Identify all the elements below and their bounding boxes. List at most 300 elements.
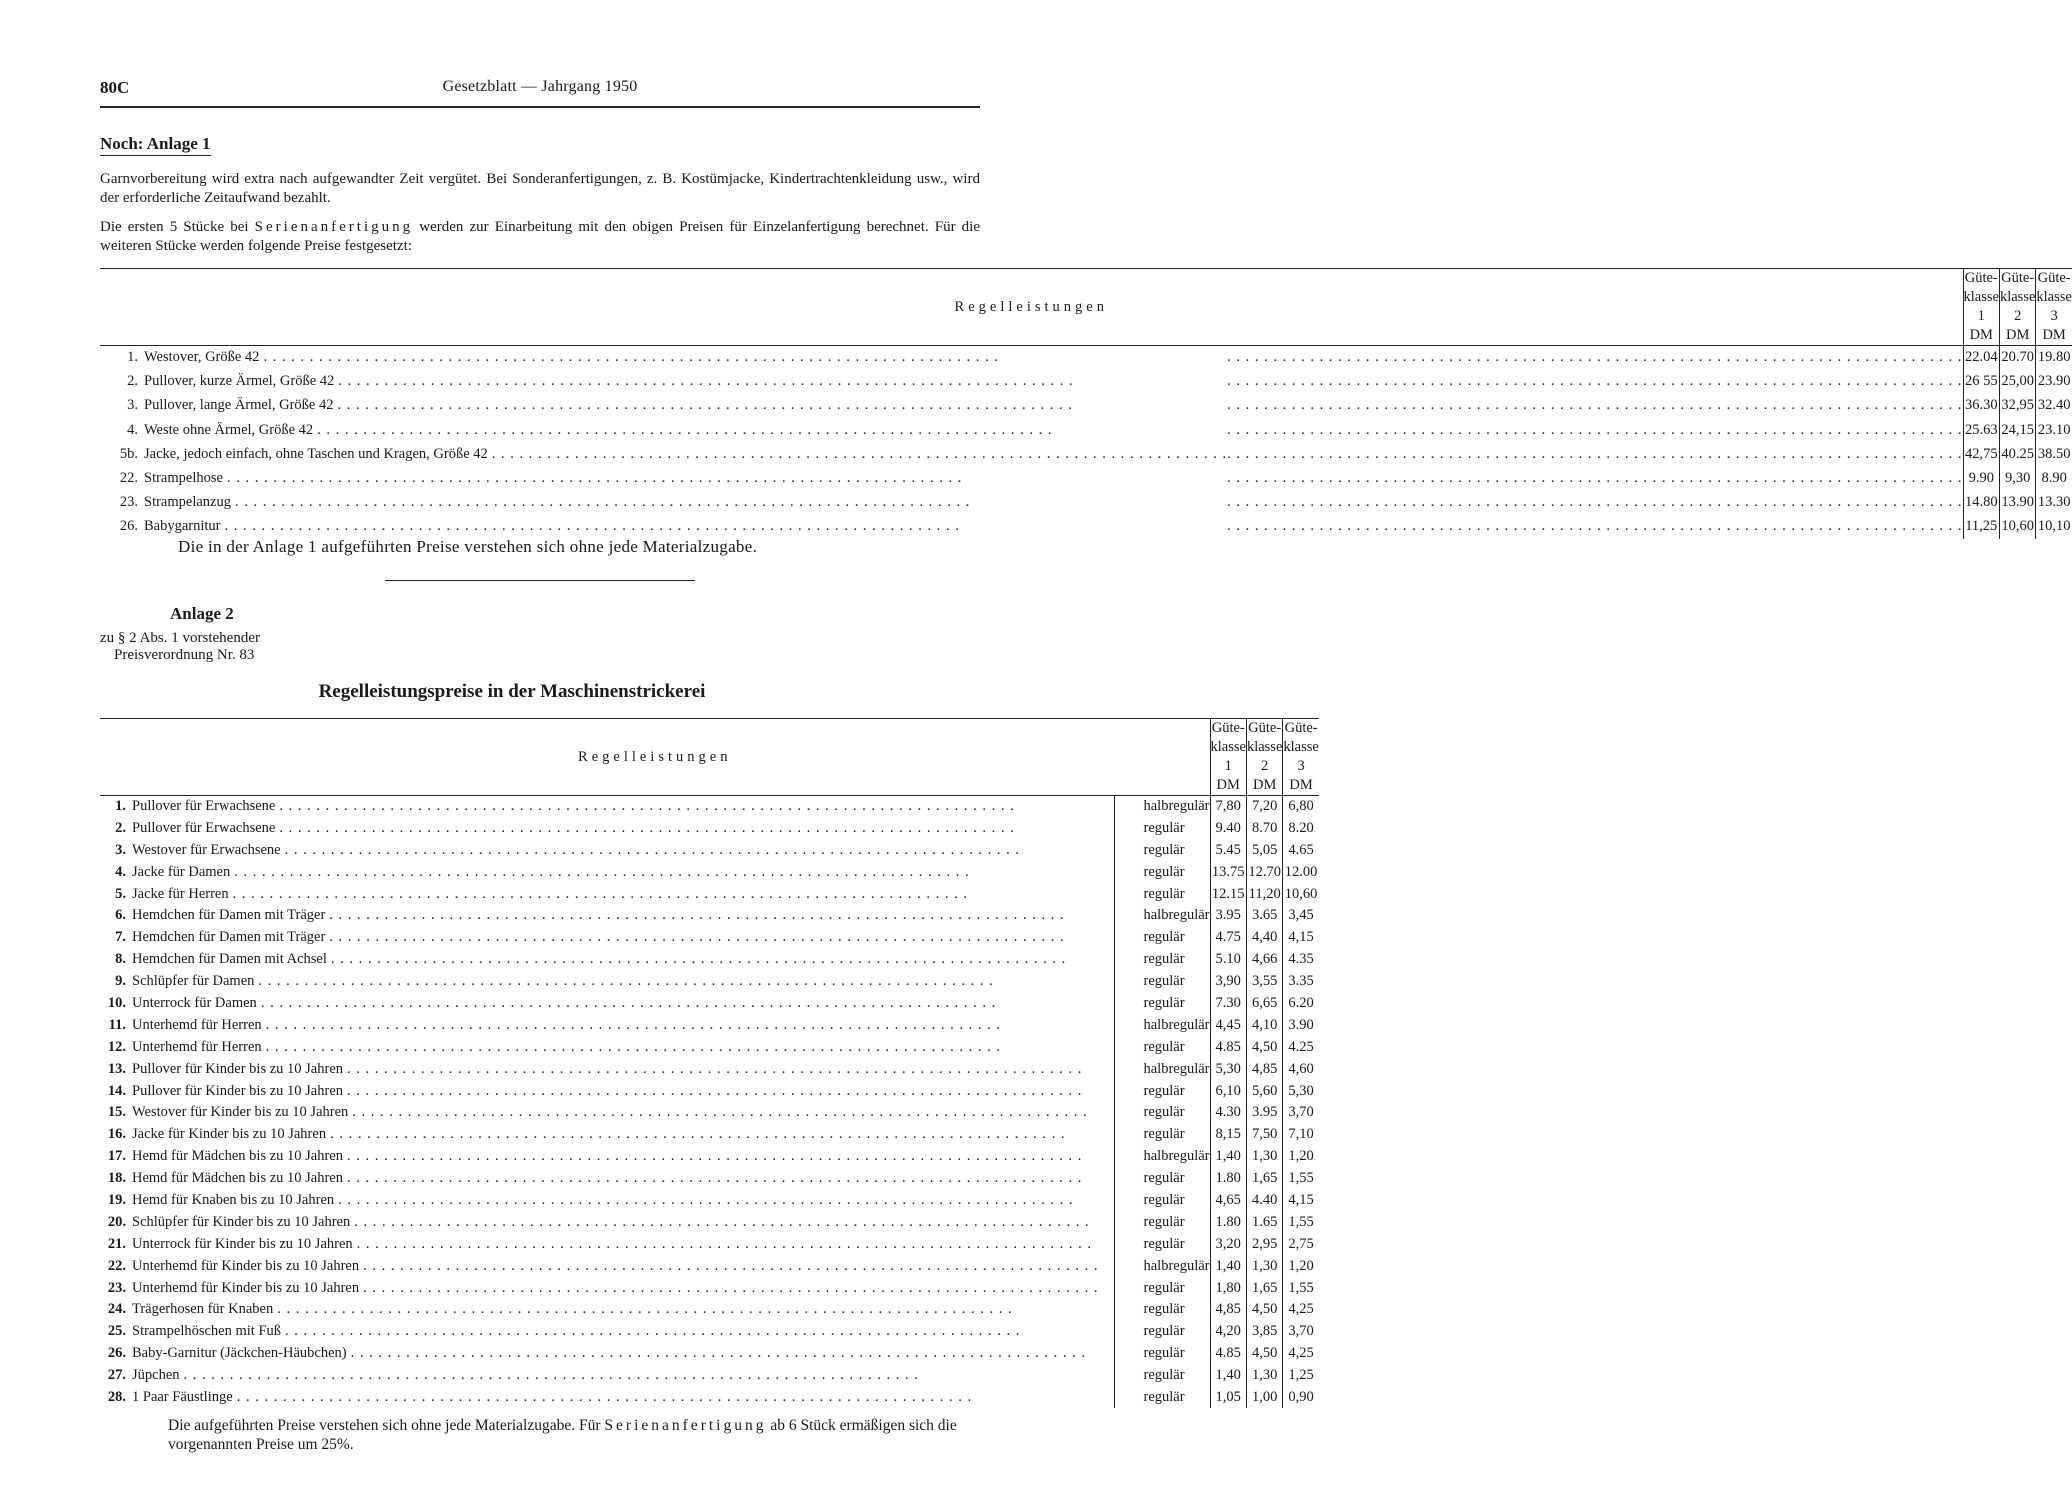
price-g3: 4,15: [1283, 927, 1319, 949]
price-g1: 4.85: [1210, 1343, 1246, 1365]
price-g1: 5.45: [1210, 839, 1246, 861]
row-text: Schlüpfer für Kinder bis zu 10 Jahren: [132, 1213, 351, 1230]
table-row: [100, 905, 1319, 927]
table-row: [100, 1036, 1319, 1058]
row-description: [100, 796, 1115, 818]
row-description: [100, 515, 1963, 539]
table1-header-grade-3: Güte- klasse 3 DM: [2036, 269, 2072, 346]
price-g3: 5,30: [1283, 1080, 1319, 1102]
price-g2: 5,05: [1246, 839, 1282, 861]
row-number: 6.: [115, 907, 126, 924]
row-description: [100, 927, 1115, 949]
price-g3: 8.20: [1283, 817, 1319, 839]
row-number: 15.: [107, 1104, 126, 1121]
table-row: [100, 1277, 1319, 1299]
price-g1: 5.10: [1210, 949, 1246, 971]
row-description: [100, 993, 1115, 1015]
row-text: Pullover für Kinder bis zu 10 Jahren: [132, 1082, 344, 1099]
table-row: [100, 1168, 1319, 1190]
anlage1-paragraph-2: [100, 218, 980, 256]
price-g2: 4,40: [1246, 927, 1282, 949]
row-number: 5b.: [119, 445, 138, 462]
row-text: 1 Paar Fäustlinge: [132, 1388, 233, 1405]
price-g3: 23.90: [2036, 370, 2072, 394]
price-g1: 1,40: [1210, 1255, 1246, 1277]
table-row: [100, 466, 2072, 490]
price-g2: 1,30: [1246, 1365, 1282, 1387]
price-g1: 4.30: [1210, 1102, 1246, 1124]
row-description: [100, 1211, 1115, 1233]
row-number: 19.: [107, 1191, 126, 1208]
row-text: Jüpchen: [132, 1367, 180, 1384]
table-row: [100, 1299, 1319, 1321]
price-g2: 7,20: [1246, 796, 1282, 818]
table-row: [100, 1058, 1319, 1080]
price-g1: 1,40: [1210, 1365, 1246, 1387]
row-text: Jacke, jedoch einfach, ohne Taschen und Kragen, Größe 42: [144, 446, 492, 463]
row-description: [100, 971, 1115, 993]
row-type: regulär: [1115, 883, 1210, 905]
table-row: [100, 370, 2072, 394]
row-number: 7.: [115, 929, 126, 946]
price-g2: 12.70: [1246, 861, 1282, 883]
row-type: regulär: [1115, 1168, 1210, 1190]
price-g1: 22.04: [1963, 346, 1999, 370]
row-type: regulär: [1115, 861, 1210, 883]
row-text: Unterhemd für Herren: [132, 1016, 262, 1033]
price-g3: 6.20: [1283, 993, 1319, 1015]
row-type: regulär: [1115, 1211, 1210, 1233]
row-description: [100, 1058, 1115, 1080]
price-g3: 10,10: [2036, 515, 2072, 539]
price-g1: 8,15: [1210, 1124, 1246, 1146]
price-g3: 4.35: [1283, 949, 1319, 971]
table-row: [100, 346, 2072, 370]
row-number: 24.: [107, 1301, 126, 1318]
anlage1-price-table: [100, 268, 2072, 539]
row-text: Baby-Garnitur (Jäckchen-Häubchen): [132, 1345, 347, 1362]
row-text: Pullover für Erwachsene: [132, 798, 276, 815]
price-g1: 3.95: [1210, 905, 1246, 927]
price-g3: 7,10: [1283, 1124, 1319, 1146]
price-g3: 4,15: [1283, 1190, 1319, 1212]
row-text: Hemdchen für Damen mit Achsel: [132, 951, 327, 968]
price-g1: 1,40: [1210, 1146, 1246, 1168]
row-type: regulär: [1115, 839, 1210, 861]
row-number: 1.: [127, 349, 138, 366]
table-row: [100, 1124, 1319, 1146]
row-text: Hemdchen für Damen mit Träger: [132, 907, 326, 924]
price-g2: 1,00: [1246, 1387, 1282, 1409]
row-type: halbregulär: [1115, 905, 1210, 927]
table-row: [100, 1255, 1319, 1277]
price-g2: 24,15: [1999, 418, 2035, 442]
price-g3: 0,90: [1283, 1387, 1319, 1409]
price-g3: 32.40: [2036, 394, 2072, 418]
row-description: [100, 346, 1963, 370]
row-description: [100, 905, 1115, 927]
anlage2-reference-line-2: Preisverordnung Nr. 83: [114, 647, 255, 663]
price-g2: 11,20: [1246, 883, 1282, 905]
price-g1: 3,90: [1210, 971, 1246, 993]
price-g3: 3,45: [1283, 905, 1319, 927]
row-number: 8.: [115, 951, 126, 968]
price-g1: 1.80: [1210, 1168, 1246, 1190]
table-row: [100, 927, 1319, 949]
table1-header-grade-1: Güte- klasse 1 DM: [1963, 269, 1999, 346]
row-type: halbregulär: [1115, 1146, 1210, 1168]
price-g1: 4,20: [1210, 1321, 1246, 1343]
price-g2: 13.90: [1999, 491, 2035, 515]
row-description: [100, 883, 1115, 905]
price-g2: 4,85: [1246, 1058, 1282, 1080]
row-description: [100, 1102, 1115, 1124]
price-g1: 12.15: [1210, 883, 1246, 905]
price-g3: 6,80: [1283, 796, 1319, 818]
row-text: Westover für Erwachsene: [132, 841, 281, 858]
price-g2: 7,50: [1246, 1124, 1282, 1146]
row-description: [100, 1036, 1115, 1058]
row-number: 1.: [115, 798, 126, 815]
table-row: [100, 1190, 1319, 1212]
journal-title: Gesetzblatt — Jahrgang 1950: [442, 78, 638, 95]
price-g1: 3,20: [1210, 1233, 1246, 1255]
row-number: 16.: [107, 1126, 126, 1143]
price-g1: 7.30: [1210, 993, 1246, 1015]
para2-text-a: Die ersten 5 Stücke bei: [100, 219, 249, 235]
table-row: [100, 1387, 1319, 1409]
price-g1: 25.63: [1963, 418, 1999, 442]
anlage2-footer-note: [168, 1416, 980, 1454]
price-g1: 1,80: [1210, 1277, 1246, 1299]
row-text: Hemd für Mädchen bis zu 10 Jahren: [132, 1170, 343, 1187]
price-g3: 3.35: [1283, 971, 1319, 993]
row-number: 14.: [107, 1082, 126, 1099]
price-g3: 23.10: [2036, 418, 2072, 442]
row-description: [100, 839, 1115, 861]
row-description: [100, 1190, 1115, 1212]
price-g2: 4.40: [1246, 1190, 1282, 1212]
price-g3: 2,75: [1283, 1233, 1319, 1255]
row-text: Pullover für Erwachsene: [132, 819, 276, 836]
row-text: Unterhemd für Kinder bis zu 10 Jahren: [132, 1279, 360, 1296]
table-row: [100, 1211, 1319, 1233]
table1-header-regelleistungen: Regelleistungen: [954, 298, 1108, 315]
row-type: regulär: [1115, 1233, 1210, 1255]
row-description: [100, 1299, 1115, 1321]
price-g1: 26 55: [1963, 370, 1999, 394]
row-description: [100, 442, 1963, 466]
row-type: regulär: [1115, 993, 1210, 1015]
row-description: [100, 1080, 1115, 1102]
row-type: regulär: [1115, 1102, 1210, 1124]
table1-header-grade-2: Güte- klasse 2 DM: [1999, 269, 2035, 346]
price-g1: 42,75: [1963, 442, 1999, 466]
price-g1: 5,30: [1210, 1058, 1246, 1080]
price-g2: 4,50: [1246, 1299, 1282, 1321]
table-row: [100, 1321, 1319, 1343]
row-description: [100, 949, 1115, 971]
anlage2-reference: [100, 630, 400, 664]
table-row: [100, 1080, 1319, 1102]
price-g2: 2,95: [1246, 1233, 1282, 1255]
price-g1: 6,10: [1210, 1080, 1246, 1102]
row-description: [100, 817, 1115, 839]
price-g1: 4,85: [1210, 1299, 1246, 1321]
price-g2: 25,00: [1999, 370, 2035, 394]
row-description: [100, 1014, 1115, 1036]
price-g1: 4,45: [1210, 1014, 1246, 1036]
table-row: [100, 418, 2072, 442]
anlage2-price-table: [100, 718, 1319, 1408]
row-number: 22.: [107, 1257, 126, 1274]
footer-text-a: Die aufgeführten Preise verstehen sich ohne jede Materialzugabe. Für: [168, 1417, 601, 1434]
price-g2: 5,60: [1246, 1080, 1282, 1102]
row-type: regulär: [1115, 1343, 1210, 1365]
row-text: Pullover, kurze Ärmel, Größe 42: [144, 373, 338, 390]
price-g2: 32,95: [1999, 394, 2035, 418]
price-g2: 3.95: [1246, 1102, 1282, 1124]
row-description: [100, 1233, 1115, 1255]
price-g3: 1,20: [1283, 1146, 1319, 1168]
row-text: Strampelanzug: [144, 494, 235, 511]
price-g2: 1,30: [1246, 1255, 1282, 1277]
price-g1: 4,65: [1210, 1190, 1246, 1212]
row-type: halbregulär: [1115, 1255, 1210, 1277]
anlage2-title: Regelleistungspreise in der Maschinenstrickerei: [318, 681, 706, 702]
price-g1: 7,80: [1210, 796, 1246, 818]
price-g2: 4,50: [1246, 1343, 1282, 1365]
price-g2: 4,50: [1246, 1036, 1282, 1058]
row-number: 21.: [107, 1235, 126, 1252]
table-row: [100, 1146, 1319, 1168]
table-row: [100, 861, 1319, 883]
price-g1: 1,05: [1210, 1387, 1246, 1409]
row-number: 2.: [115, 819, 126, 836]
price-g2: 10,60: [1999, 515, 2035, 539]
price-g2: 1,30: [1246, 1146, 1282, 1168]
para2-spaced-term: Serienanfertigung: [254, 219, 414, 235]
row-type: regulär: [1115, 1365, 1210, 1387]
row-number: 18.: [107, 1170, 126, 1187]
price-g2: 1,65: [1246, 1168, 1282, 1190]
row-number: 9.: [115, 973, 126, 990]
row-number: 13.: [107, 1060, 126, 1077]
row-text: Strampelhose: [144, 470, 227, 487]
anlage1-heading: Noch: Anlage 1: [100, 134, 211, 156]
row-description: [100, 1387, 1115, 1409]
row-number: 26.: [119, 518, 138, 535]
row-number: 11.: [108, 1016, 126, 1033]
row-text: Weste ohne Ärmel, Größe 42: [144, 422, 317, 439]
row-number: 10.: [107, 994, 126, 1011]
row-description: [100, 491, 1963, 515]
row-description: [100, 466, 1963, 490]
price-g2: 9,30: [1999, 466, 2035, 490]
price-g3: 1,55: [1283, 1168, 1319, 1190]
price-g2: 40.25: [1999, 442, 2035, 466]
row-type: regulär: [1115, 1321, 1210, 1343]
row-text: Unterrock für Kinder bis zu 10 Jahren: [132, 1235, 353, 1252]
row-number: 2.: [127, 373, 138, 390]
price-g2: 3.65: [1246, 905, 1282, 927]
row-text: Pullover für Kinder bis zu 10 Jahren: [132, 1060, 344, 1077]
row-description: [100, 1365, 1115, 1387]
header-rule: [100, 106, 980, 108]
row-text: Westover, Größe 42: [144, 349, 263, 366]
price-g1: 13.75: [1210, 861, 1246, 883]
price-g3: 10,60: [1283, 883, 1319, 905]
row-description: [100, 1168, 1115, 1190]
row-text: Jacke für Damen: [132, 863, 231, 880]
price-g3: 13.30: [2036, 491, 2072, 515]
row-number: 26.: [107, 1345, 126, 1362]
row-type: regulär: [1115, 1277, 1210, 1299]
row-description: [100, 1255, 1115, 1277]
price-g3: 4,25: [1283, 1299, 1319, 1321]
row-type: regulär: [1115, 949, 1210, 971]
row-text: Jacke für Herren: [132, 885, 229, 902]
price-g2: 3,85: [1246, 1321, 1282, 1343]
price-g1: 9.40: [1210, 817, 1246, 839]
row-number: 23.: [119, 494, 138, 511]
row-text: Strampelhöschen mit Fuß: [132, 1323, 282, 1340]
table-row: [100, 394, 2072, 418]
table-row: [100, 1014, 1319, 1036]
table-row: [100, 515, 2072, 539]
price-g2: 4,10: [1246, 1014, 1282, 1036]
price-g2: 6,65: [1246, 993, 1282, 1015]
table-row: [100, 1343, 1319, 1365]
table-row: [100, 993, 1319, 1015]
price-g3: 4,25: [1283, 1343, 1319, 1365]
table2-header-grade-3: Güte- klasse 3 DM: [1283, 719, 1319, 796]
row-description: [100, 861, 1115, 883]
row-text: Unterhemd für Kinder bis zu 10 Jahren: [132, 1257, 360, 1274]
price-g1: 14.80: [1963, 491, 1999, 515]
price-g1: 4.85: [1210, 1036, 1246, 1058]
row-type: regulär: [1115, 817, 1210, 839]
price-g3: 4,60: [1283, 1058, 1319, 1080]
anlage1-paragraph-1: Garnvorbereitung wird extra nach aufgewandter Zeit vergütet. Bei Sonderanfertigungen, z. B. Kostümjacke, Kindertrachtenkleidung usw., wird der erforderliche Zeitaufwand bezahlt.: [100, 171, 980, 206]
page-number: 80C: [100, 78, 130, 97]
price-g2: 8.70: [1246, 817, 1282, 839]
row-type: halbregulär: [1115, 796, 1210, 818]
price-g3: 1,25: [1283, 1365, 1319, 1387]
row-text: Jacke für Kinder bis zu 10 Jahren: [132, 1126, 327, 1143]
price-g2: 1,65: [1246, 1277, 1282, 1299]
footer-text-b: ab 6 Stück ermäßigen sich die vorgenannten Preise um 25%.: [168, 1417, 957, 1453]
price-g2: 4,66: [1246, 949, 1282, 971]
row-description: [100, 1124, 1115, 1146]
row-number: 4.: [115, 863, 126, 880]
table-row: [100, 1102, 1319, 1124]
price-g3: 3,70: [1283, 1102, 1319, 1124]
table-row: [100, 949, 1319, 971]
anlage2-heading: Anlage 2: [170, 604, 234, 623]
row-text: Trägerhosen für Knaben: [132, 1301, 274, 1318]
price-g3: 12.00: [1283, 861, 1319, 883]
price-g1: 9.90: [1963, 466, 1999, 490]
table-row: [100, 442, 2072, 466]
row-type: halbregulär: [1115, 1014, 1210, 1036]
price-g1: 1.80: [1210, 1211, 1246, 1233]
row-number: 3.: [127, 397, 138, 414]
para2-text-b: werden zur Einarbeitung mit den obigen Preisen für Einzelanfertigung berechnet. Für die weiteren Stücke werden folgende Preise festgesetzt:: [100, 219, 980, 254]
row-text: Pullover, lange Ärmel, Größe 42: [144, 397, 337, 414]
row-number: 12.: [107, 1038, 126, 1055]
row-description: [100, 1321, 1115, 1343]
price-g3: 1,20: [1283, 1255, 1319, 1277]
row-number: 20.: [107, 1213, 126, 1230]
table-row: [100, 796, 1319, 818]
table-row: [100, 1233, 1319, 1255]
row-text: Hemdchen für Damen mit Träger: [132, 929, 326, 946]
row-type: regulär: [1115, 971, 1210, 993]
anlage1-note: Die in der Anlage 1 aufgeführten Preise verstehen sich ohne jede Materialzugabe.: [178, 537, 758, 556]
table-row: [100, 883, 1319, 905]
table-row: [100, 839, 1319, 861]
row-description: [100, 370, 1963, 394]
price-g3: 19.80: [2036, 346, 2072, 370]
price-g3: 3,70: [1283, 1321, 1319, 1343]
price-g3: 4.65: [1283, 839, 1319, 861]
row-description: [100, 1146, 1115, 1168]
row-type: regulär: [1115, 1299, 1210, 1321]
price-g3: 8.90: [2036, 466, 2072, 490]
price-g2: 3,55: [1246, 971, 1282, 993]
row-text: Unterrock für Damen: [132, 994, 257, 1011]
price-g3: 1,55: [1283, 1211, 1319, 1233]
price-g1: 4.75: [1210, 927, 1246, 949]
price-g3: 38.50: [2036, 442, 2072, 466]
row-number: 3.: [115, 841, 126, 858]
row-description: [100, 1277, 1115, 1299]
row-type: regulär: [1115, 1190, 1210, 1212]
row-text: Babygarnitur: [144, 518, 225, 535]
price-g2: 1.65: [1246, 1211, 1282, 1233]
row-type: regulär: [1115, 927, 1210, 949]
row-text: Unterhemd für Herren: [132, 1038, 262, 1055]
page-header: [100, 78, 980, 102]
anlage2-reference-line-1: zu § 2 Abs. 1 vorstehender: [100, 630, 260, 646]
table-row: [100, 817, 1319, 839]
price-g1: 11,25: [1963, 515, 1999, 539]
row-number: 17.: [107, 1148, 126, 1165]
row-text: Hemd für Knaben bis zu 10 Jahren: [132, 1191, 335, 1208]
row-description: [100, 1343, 1115, 1365]
price-g1: 36.30: [1963, 394, 1999, 418]
section-separator: [385, 580, 695, 581]
row-type: regulär: [1115, 1387, 1210, 1409]
table-row: [100, 971, 1319, 993]
price-g3: 4.25: [1283, 1036, 1319, 1058]
row-type: halbregulär: [1115, 1058, 1210, 1080]
row-description: [100, 394, 1963, 418]
row-number: 22.: [119, 470, 138, 487]
row-number: 25.: [107, 1323, 126, 1340]
row-text: Westover für Kinder bis zu 10 Jahren: [132, 1104, 349, 1121]
price-g2: 20.70: [1999, 346, 2035, 370]
row-type: regulär: [1115, 1080, 1210, 1102]
table-row: [100, 1365, 1319, 1387]
row-number: 23.: [107, 1279, 126, 1296]
row-type: regulär: [1115, 1036, 1210, 1058]
row-text: Schlüpfer für Damen: [132, 973, 255, 990]
table-row: [100, 491, 2072, 515]
row-number: 27.: [107, 1367, 126, 1384]
price-g3: 1,55: [1283, 1277, 1319, 1299]
